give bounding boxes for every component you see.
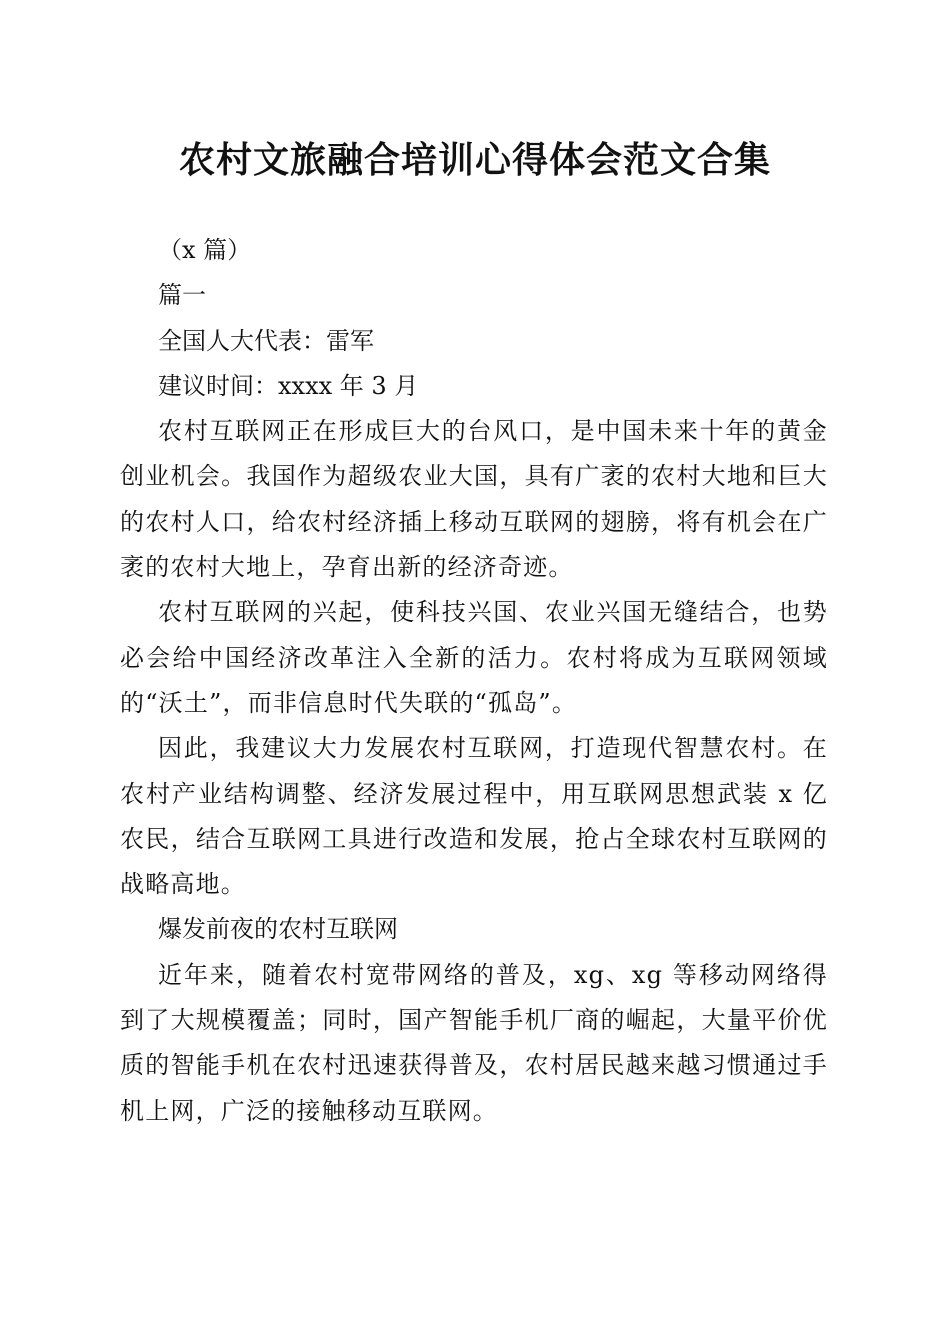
paragraph-1: 农村互联网正在形成巨大的台风口，是中国未来十年的黄金创业机会。我国作为超级农业大国，具有广袤的农村大地和巨大的农村人口，给农村经济插上移动互联网的翅膀，将有机会在广袤的农村大地上，孕育出新的经济奇迹。 (120, 417, 828, 582)
subheading: 爆发前夜的农村互联网 (158, 915, 398, 944)
section-heading: 篇一 (158, 281, 206, 310)
document-body (120, 228, 828, 1134)
article-count: （x 篇） (158, 236, 252, 264)
paragraph-4: 近年来，随着农村宽带网络的普及，xg、xg 等移动网络得到了大规模覆盖；同时，国产智能手机厂商的崛起，大量平价优质的智能手机在农村迅速获得普及，农村居民越来越习惯通过手机上网，广泛的接触移动互联网。 (120, 960, 828, 1125)
author-line: 全国人大代表：雷军 (158, 326, 374, 355)
document-title: 农村文旅融合培训心得体会范文合集 (178, 139, 771, 181)
paragraph-2: 农村互联网的兴起，使科技兴国、农业兴国无缝结合，也势必会给中国经济改革注入全新的活力。农村将成为互联网领域的“沃土”，而非信息时代失联的“孤岛”。 (120, 598, 828, 717)
paragraph-3: 因此，我建议大力发展农村互联网，打造现代智慧农村。在农村产业结构调整、经济发展过程中，用互联网思想武装 x 亿农民，结合互联网工具进行改造和发展，抢占全球农村互联网的战略高地。 (120, 734, 828, 899)
date-line: 建议时间：xxxx 年 3 月 (158, 371, 419, 400)
